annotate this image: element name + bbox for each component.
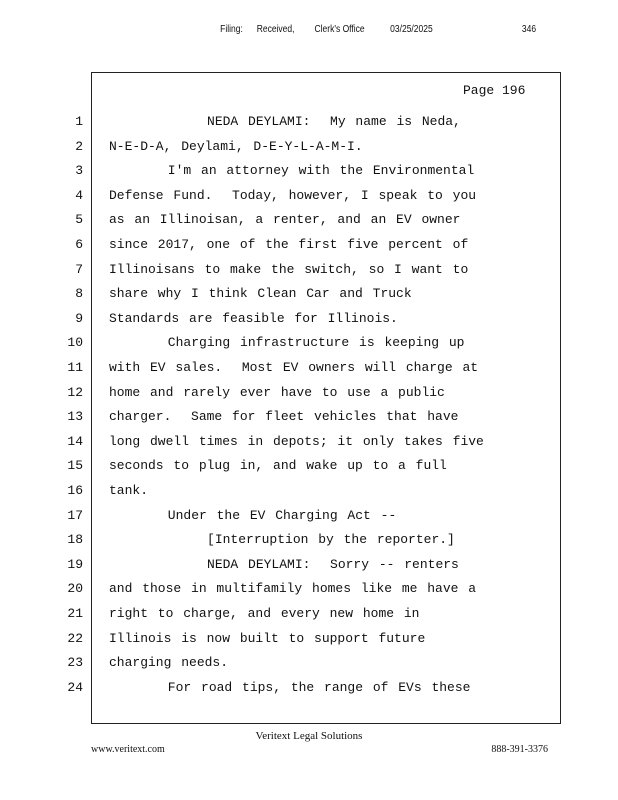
transcript-line: Under the EV Charging Act -- [109, 507, 397, 523]
transcript-line: [Interruption by the reporter.] [109, 532, 455, 548]
line-number: 22 [67, 630, 83, 646]
line-number: 12 [67, 384, 83, 400]
line-number: 1 [75, 114, 83, 129]
transcript-line: Illinois is now built to support future [109, 630, 426, 646]
line-number: 10 [67, 335, 83, 351]
transcript-line: and those in multifamily homes like me have a [109, 581, 477, 597]
transcript-line: Charging infrastructure is keeping up [109, 335, 465, 351]
line-number: 19 [67, 556, 83, 572]
transcript-line: home and rarely ever have to use a public [109, 384, 445, 400]
transcript-line: Illinoisans to make the switch, so I want to [109, 261, 469, 277]
line-number: 16 [67, 483, 83, 498]
transcript-line: Standards are feasible for Illinois. [109, 310, 398, 326]
line-number: 15 [67, 458, 83, 474]
transcript-line: as an Illinoisan, a renter, and an EV owner [109, 212, 461, 228]
footer-company: Veritext Legal Solutions [255, 730, 363, 742]
line-number: 24 [67, 679, 83, 695]
transcript-line: with EV sales. Most EV owners will charge at [109, 360, 479, 375]
transcript-line: I'm an attorney with the Environmental [109, 163, 475, 179]
page-label: Page 196 [463, 83, 526, 98]
filing-header [0, 24, 537, 38]
line-number: 13 [67, 409, 83, 425]
line-number: 18 [67, 532, 83, 548]
transcript-line: For road tips, the range of EVs these [109, 679, 471, 695]
transcript-line: since 2017, one of the first five percent of [109, 237, 469, 252]
line-number: 6 [75, 237, 83, 252]
footer-phone: 888-391-3376 [491, 744, 548, 755]
line-number: 14 [67, 433, 83, 449]
line-number: 9 [75, 310, 83, 326]
transcript-line: right to charge, and every new home in [109, 606, 420, 621]
line-number: 4 [75, 187, 83, 203]
transcript-line: tank. [109, 483, 149, 498]
transcript-line: seconds to plug in, and wake up to a full [109, 458, 447, 474]
line-number: 7 [75, 261, 83, 277]
filing-date: 03/25/2025 [390, 24, 433, 35]
filing-office: Clerk's Office [314, 24, 365, 35]
transcript-line: charger. Same for fleet vehicles that have [109, 409, 459, 425]
line-number: 3 [75, 163, 83, 179]
filing-page-number: 346 [521, 24, 537, 35]
line-number: 5 [75, 212, 83, 228]
line-number: 23 [67, 655, 83, 671]
footer-website: www.veritext.com [91, 744, 165, 755]
transcript-line: NEDA DEYLAMI: Sorry -- renters [109, 556, 459, 572]
transcript-line: long dwell times in depots; it only takes five [109, 433, 484, 449]
filing-label: Filing: [220, 24, 243, 35]
transcript-line: Defense Fund. Today, however, I speak to you [109, 187, 477, 203]
line-number: 21 [67, 606, 83, 621]
transcript-line: share why I think Clean Car and Truck [109, 286, 412, 302]
line-number: 2 [75, 138, 83, 154]
line-number: 8 [75, 286, 83, 302]
line-number: 17 [67, 507, 83, 523]
line-number: 11 [67, 360, 83, 375]
transcript-line: charging needs. [109, 655, 229, 671]
line-number: 20 [67, 581, 83, 597]
transcript-line: N-E-D-A, Deylami, D-E-Y-L-A-M-I. [109, 138, 363, 154]
filing-received: Received, [256, 24, 295, 35]
transcript-line: NEDA DEYLAMI: My name is Neda, [109, 114, 461, 129]
